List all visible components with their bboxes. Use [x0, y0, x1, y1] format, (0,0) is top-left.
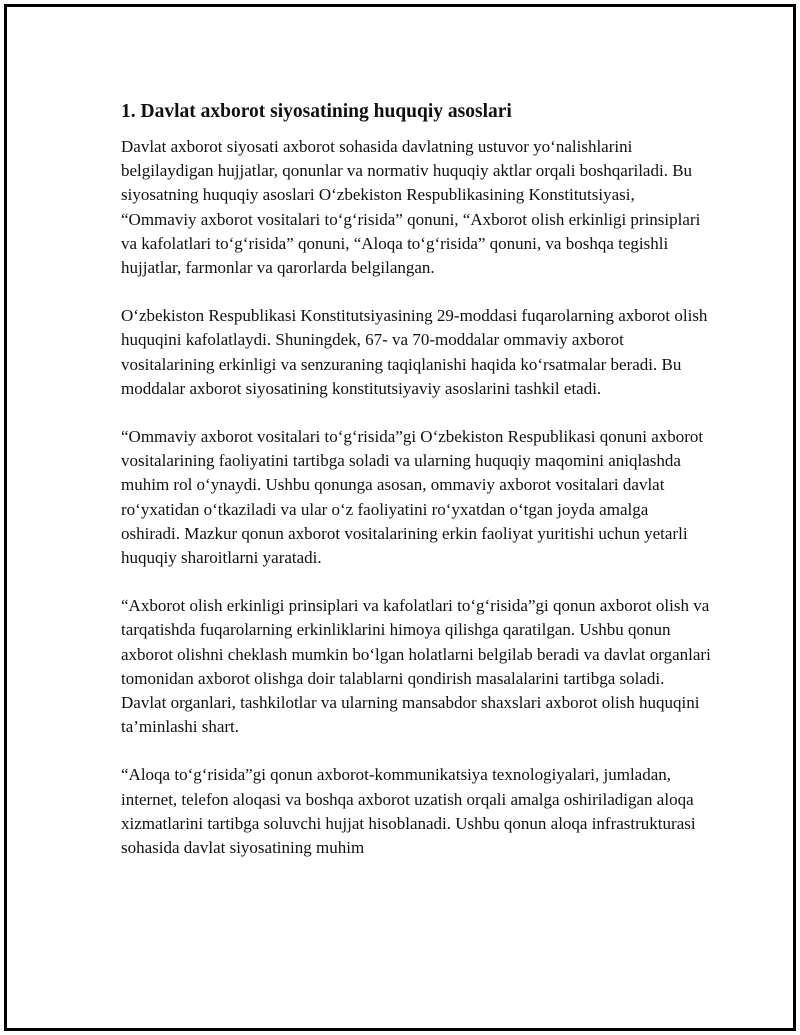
- paragraph-2: O‘zbekiston Respublikasi Konstitutsiyasining 29-moddasi fuqarolarning axborot olish huquqini kafolatlaydi. Shuningdek, 67- va 70-moddalar ommaviy axborot vositalarining erkinligi va senzuraning taqiqlanishi haqida ko‘rsatmalar beradi. Bu moddalar axborot siyosatining konstitutsiyaviy asoslarini tashkil etadi.: [121, 306, 708, 398]
- page-frame: [4, 4, 796, 1031]
- paragraph-3: “Ommaviy axborot vositalari to‘g‘risida”gi O‘zbekiston Respublikasi qonuni axborot vositalarining faoliyatini tartibga soladi va ularning huquqiy maqomini aniqlashda muhim rol o‘ynaydi. Ushbu qonunga asosan, ommaviy axborot vositalari davlat ro‘yxatidan o‘tkaziladi va ular o‘z faoliyatini ro‘yxatdan o‘tgan joyda amalga oshiradi. Mazkur qonun axborot vositalarining erkin faoliyat yuritishi uchun yetarli huquqiy sharoitlarni yaratadi.: [121, 427, 704, 568]
- paragraph-4: “Axborot olish erkinligi prinsiplari va kafolatlari to‘g‘risida”gi qonun axborot olish va tarqatishda fuqarolarning erkinliklarini himoya qilishga qaratilgan. Ushbu qonun axborot olishni cheklash mumkin bo‘lgan holatlarni belgilab beradi va davlat organlari tomonidan axborot olishga doir talablarni qondirish masalalarini tartibga soladi. Davlat organlari, tashkilotlar va ularning mansabdor shaxslari axborot olish huquqini ta’minlashi shart.: [121, 596, 711, 737]
- section-heading: 1. Davlat axborot siyosatining huquqiy asoslari: [121, 101, 512, 122]
- paragraph-5: “Aloqa to‘g‘risida”gi qonun axborot-kommunikatsiya texnologiyalari, jumladan, internet, telefon aloqasi va boshqa axborot uzatish orqali amalga oshiriladigan aloqa xizmatlarini tartibga soluvchi hujjat hisoblanadi. Ushbu qonun aloqa infrastrukturasi sohasida davlat siyosatining muhim: [121, 765, 696, 858]
- paragraph-1: Davlat axborot siyosati axborot sohasida davlatning ustuvor yo‘nalishlarini belgilaydigan hujjatlar, qonunlar va normativ huquqiy aktlar orqali boshqariladi. Bu siyosatning huquqiy asoslari O‘zbekiston Respublikasining Konstitutsiyasi, “Ommaviy axborot vositalari to‘g‘risida” qonuni, “Axborot olish erkinligi prinsiplari va kafolatlari to‘g‘risida” qonuni, “Aloqa to‘g‘risida” qonuni, va boshqa tegishli hujjatlar, farmonlar va qarorlarda belgilangan.: [121, 137, 701, 278]
- document-body: [121, 99, 711, 884]
